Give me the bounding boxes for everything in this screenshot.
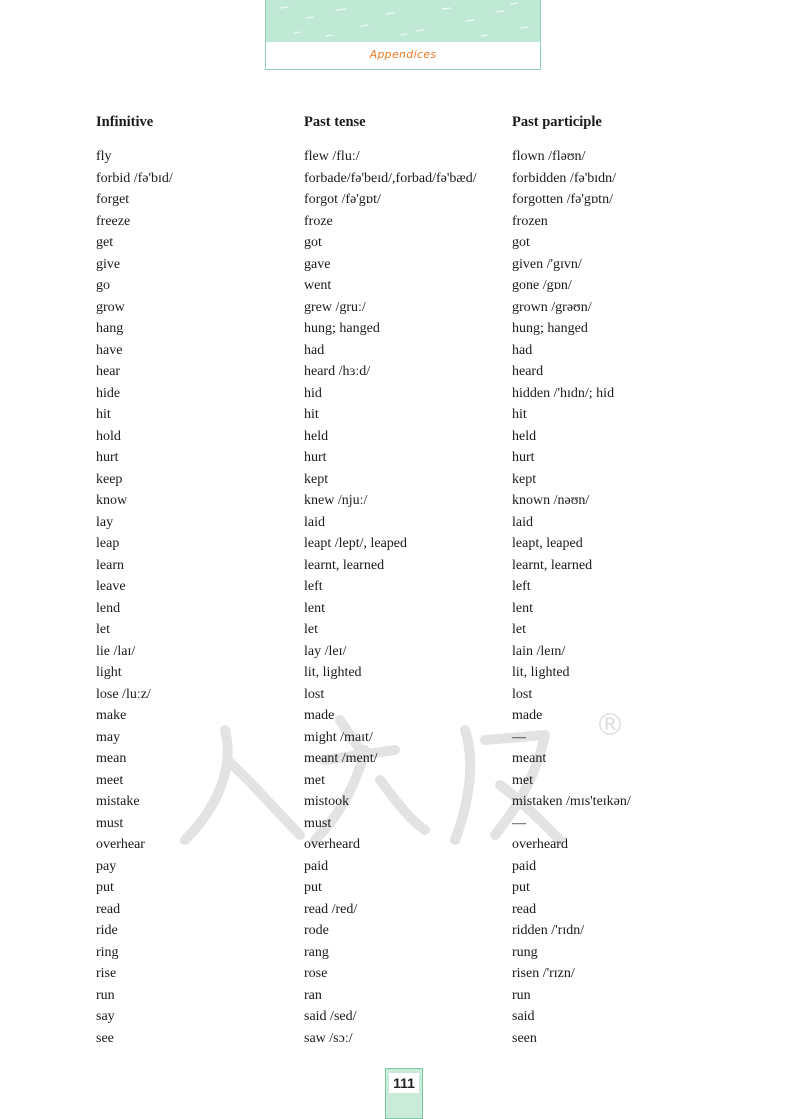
cell-infinitive: see (96, 1030, 114, 1046)
cell-past-participle: read (512, 901, 537, 917)
table-row (96, 985, 716, 1007)
cell-past-tense: knew /njuː/ (304, 493, 368, 508)
cell-past-tense: said /sed/ (304, 1009, 357, 1024)
cell-past-tense: lost (304, 686, 325, 702)
section-header-tab (265, 0, 541, 70)
cell-infinitive: mean (96, 751, 127, 766)
cell-past-participle: hurt (512, 450, 535, 465)
table-row (96, 490, 716, 512)
cell-past-participle: forbidden /fə'bɪdn/ (512, 170, 616, 186)
cell-past-participle: heard (512, 364, 544, 379)
cell-infinitive: say (96, 1009, 115, 1024)
cell-past-participle: hidden /'hɪdn/; hid (512, 385, 615, 401)
cell-infinitive: make (96, 708, 127, 723)
cell-infinitive: light (96, 665, 122, 680)
table-row (96, 899, 716, 921)
registered-mark: ® (595, 708, 625, 743)
cell-past-tense: held (304, 428, 329, 444)
table-row (96, 555, 716, 577)
cell-past-participle: met (512, 772, 533, 788)
cell-infinitive: mistake (96, 794, 140, 809)
table-row (96, 834, 716, 856)
cell-infinitive: rise (96, 966, 117, 981)
cell-infinitive: hit (96, 407, 111, 422)
cell-past-participle: rung (512, 944, 538, 960)
column-header-past-participle: Past participle (512, 114, 602, 130)
table-row (96, 340, 716, 362)
cell-past-tense: rang (304, 944, 329, 960)
cell-infinitive: overhear (96, 837, 145, 852)
cell-past-tense: froze (304, 213, 333, 229)
cell-past-participle: lent (512, 600, 533, 616)
table-row (96, 942, 716, 964)
cell-past-tense: put (304, 880, 322, 895)
header-texture (266, 0, 540, 42)
table-row (96, 383, 716, 405)
cell-infinitive: put (96, 880, 114, 895)
cell-past-tense: ran (304, 987, 322, 1003)
cell-past-tense: let (304, 622, 318, 637)
table-row (96, 705, 716, 727)
cell-past-participle: had (512, 342, 533, 358)
table-row (96, 211, 716, 233)
cell-past-tense: meant /ment/ (304, 751, 378, 766)
table-row (96, 469, 716, 491)
table-row (96, 533, 716, 555)
cell-infinitive: hide (96, 385, 121, 401)
header-decorative-band (266, 0, 540, 42)
cell-infinitive: lose /luːz/ (96, 686, 151, 702)
cell-past-participle: kept (512, 471, 537, 487)
cell-past-participle: overheard (512, 837, 568, 852)
table-row (96, 963, 716, 985)
cell-past-tense: leapt /lept/, leaped (304, 536, 408, 551)
cell-infinitive: keep (96, 471, 123, 487)
cell-past-participle: mistaken /mɪs'teɪkən/ (512, 794, 631, 809)
cell-past-participle: frozen (512, 213, 548, 229)
cell-past-participle: forgotten /fə'gɒtn/ (512, 192, 613, 207)
cell-infinitive: lend (96, 600, 121, 616)
table-row (96, 727, 716, 749)
cell-past-tense: overheard (304, 837, 360, 852)
table-row (96, 813, 716, 835)
cell-past-tense: met (304, 772, 325, 788)
cell-past-tense: lay /leɪ/ (304, 643, 347, 659)
cell-past-tense: rode (304, 923, 329, 938)
cell-past-participle: — (512, 815, 526, 831)
cell-past-tense: grew /gruː/ (304, 299, 366, 315)
table-row (96, 641, 716, 663)
irregular-verbs-table (96, 112, 716, 1049)
table-row (96, 447, 716, 469)
cell-past-tense: hung; hanged (304, 321, 380, 336)
cell-past-tense: heard /hɜːd/ (304, 364, 371, 379)
cell-past-tense: lit, lighted (304, 665, 362, 680)
cell-past-participle: left (512, 579, 531, 594)
cell-past-tense: had (304, 342, 325, 358)
cell-past-participle: lost (512, 686, 533, 702)
cell-past-tense: left (304, 579, 323, 594)
page-number: 111 (389, 1073, 419, 1093)
column-header-past-tense: Past tense (304, 114, 366, 130)
cell-infinitive: meet (96, 772, 124, 788)
table-row (96, 598, 716, 620)
cell-infinitive: learn (96, 557, 124, 573)
cell-past-participle: gone /gɒn/ (512, 278, 572, 293)
cell-past-tense: forgot /fə'gɒt/ (304, 192, 381, 207)
cell-past-participle: laid (512, 514, 533, 530)
cell-past-participle: known /nəʊn/ (512, 493, 590, 508)
cell-past-participle: grown /grəʊn/ (512, 299, 592, 315)
table-row (96, 920, 716, 942)
cell-past-tense: lent (304, 600, 325, 616)
cell-past-participle: got (512, 235, 530, 250)
cell-past-participle: run (512, 987, 531, 1003)
cell-past-participle: held (512, 428, 537, 444)
page-number-box (385, 1068, 423, 1119)
column-header-infinitive: Infinitive (96, 114, 154, 130)
cell-past-participle: flown /fləʊn/ (512, 149, 586, 164)
table-row (96, 791, 716, 813)
cell-past-tense: forbade/fə'beɪd/,forbad/fə'bæd/ (304, 170, 477, 186)
cell-past-tense: mistook (304, 794, 350, 809)
cell-infinitive: ride (96, 923, 118, 938)
cell-infinitive: hold (96, 428, 121, 444)
cell-past-tense: laid (304, 514, 325, 530)
cell-past-tense: gave (304, 256, 331, 272)
table-row (96, 856, 716, 878)
cell-infinitive: ring (96, 944, 119, 960)
table-row (96, 877, 716, 899)
cell-past-tense: got (304, 235, 322, 250)
cell-past-participle: lain /leɪn/ (512, 643, 566, 659)
table-row (96, 254, 716, 276)
cell-infinitive: read (96, 901, 121, 917)
cell-past-participle: meant (512, 751, 547, 766)
table-row (96, 662, 716, 684)
cell-past-tense: went (304, 278, 332, 293)
cell-infinitive: hang (96, 321, 124, 336)
section-title: Appendices (369, 48, 437, 61)
cell-past-tense: hit (304, 407, 319, 422)
cell-past-tense: made (304, 708, 335, 723)
table-row (96, 512, 716, 534)
cell-infinitive: forbid /fə'bɪd/ (96, 170, 173, 186)
table-row (96, 576, 716, 598)
table-row (96, 189, 716, 211)
table-header-row (96, 112, 716, 146)
cell-past-tense: rose (304, 966, 328, 981)
table-row (96, 232, 716, 254)
table-row (96, 619, 716, 641)
cell-past-tense: kept (304, 471, 329, 487)
table-row (96, 275, 716, 297)
table-row (96, 770, 716, 792)
cell-past-participle: lit, lighted (512, 665, 570, 680)
cell-infinitive: hurt (96, 450, 119, 465)
cell-infinitive: let (96, 622, 110, 637)
cell-past-tense: hid (304, 385, 322, 401)
table-row (96, 168, 716, 190)
cell-past-participle: said (512, 1009, 535, 1024)
table-row (96, 361, 716, 383)
cell-infinitive: lay (96, 514, 114, 530)
cell-past-tense: read /red/ (304, 901, 358, 917)
cell-past-participle: ridden /'rɪdn/ (512, 923, 585, 938)
table-row (96, 404, 716, 426)
cell-infinitive: freeze (96, 213, 131, 229)
cell-past-participle: paid (512, 858, 537, 874)
cell-past-participle: made (512, 708, 543, 723)
cell-past-tense: saw /sɔː/ (304, 1030, 353, 1046)
cell-past-participle: leapt, leaped (512, 536, 583, 551)
cell-past-participle: — (512, 729, 526, 745)
cell-infinitive: get (96, 235, 114, 250)
cell-past-participle: let (512, 622, 526, 637)
cell-past-tense: paid (304, 858, 329, 874)
cell-infinitive: give (96, 256, 121, 272)
table-row (96, 684, 716, 706)
table-row (96, 426, 716, 448)
cell-past-tense: might /maɪt/ (304, 729, 373, 745)
cell-infinitive: have (96, 342, 123, 358)
cell-past-participle: learnt, learned (512, 557, 593, 573)
cell-infinitive: may (96, 729, 121, 745)
cell-infinitive: leap (96, 536, 120, 551)
table-row (96, 318, 716, 340)
cell-infinitive: hear (96, 364, 121, 379)
cell-past-tense: flew /fluː/ (304, 149, 360, 164)
table-row (96, 146, 716, 168)
cell-infinitive: run (96, 987, 115, 1003)
cell-infinitive: leave (96, 579, 126, 594)
cell-past-tense: must (304, 815, 332, 831)
table-row (96, 748, 716, 770)
cell-past-participle: seen (512, 1030, 537, 1046)
cell-past-participle: risen /'rɪzn/ (512, 966, 575, 981)
table-row (96, 1006, 716, 1028)
table-row (96, 1028, 716, 1050)
cell-infinitive: lie /laɪ/ (96, 643, 136, 659)
cell-infinitive: must (96, 815, 124, 831)
cell-past-participle: hit (512, 407, 527, 422)
cell-infinitive: go (96, 278, 110, 293)
cell-infinitive: fly (96, 149, 112, 164)
cell-past-participle: put (512, 880, 530, 895)
cell-past-participle: given /'gɪvn/ (512, 256, 582, 272)
cell-past-participle: hung; hanged (512, 321, 588, 336)
cell-infinitive: pay (96, 858, 117, 874)
cell-infinitive: forget (96, 192, 130, 207)
cell-past-tense: hurt (304, 450, 327, 465)
table-row (96, 297, 716, 319)
cell-infinitive: know (96, 493, 128, 508)
cell-infinitive: grow (96, 299, 125, 315)
cell-past-tense: learnt, learned (304, 557, 385, 573)
